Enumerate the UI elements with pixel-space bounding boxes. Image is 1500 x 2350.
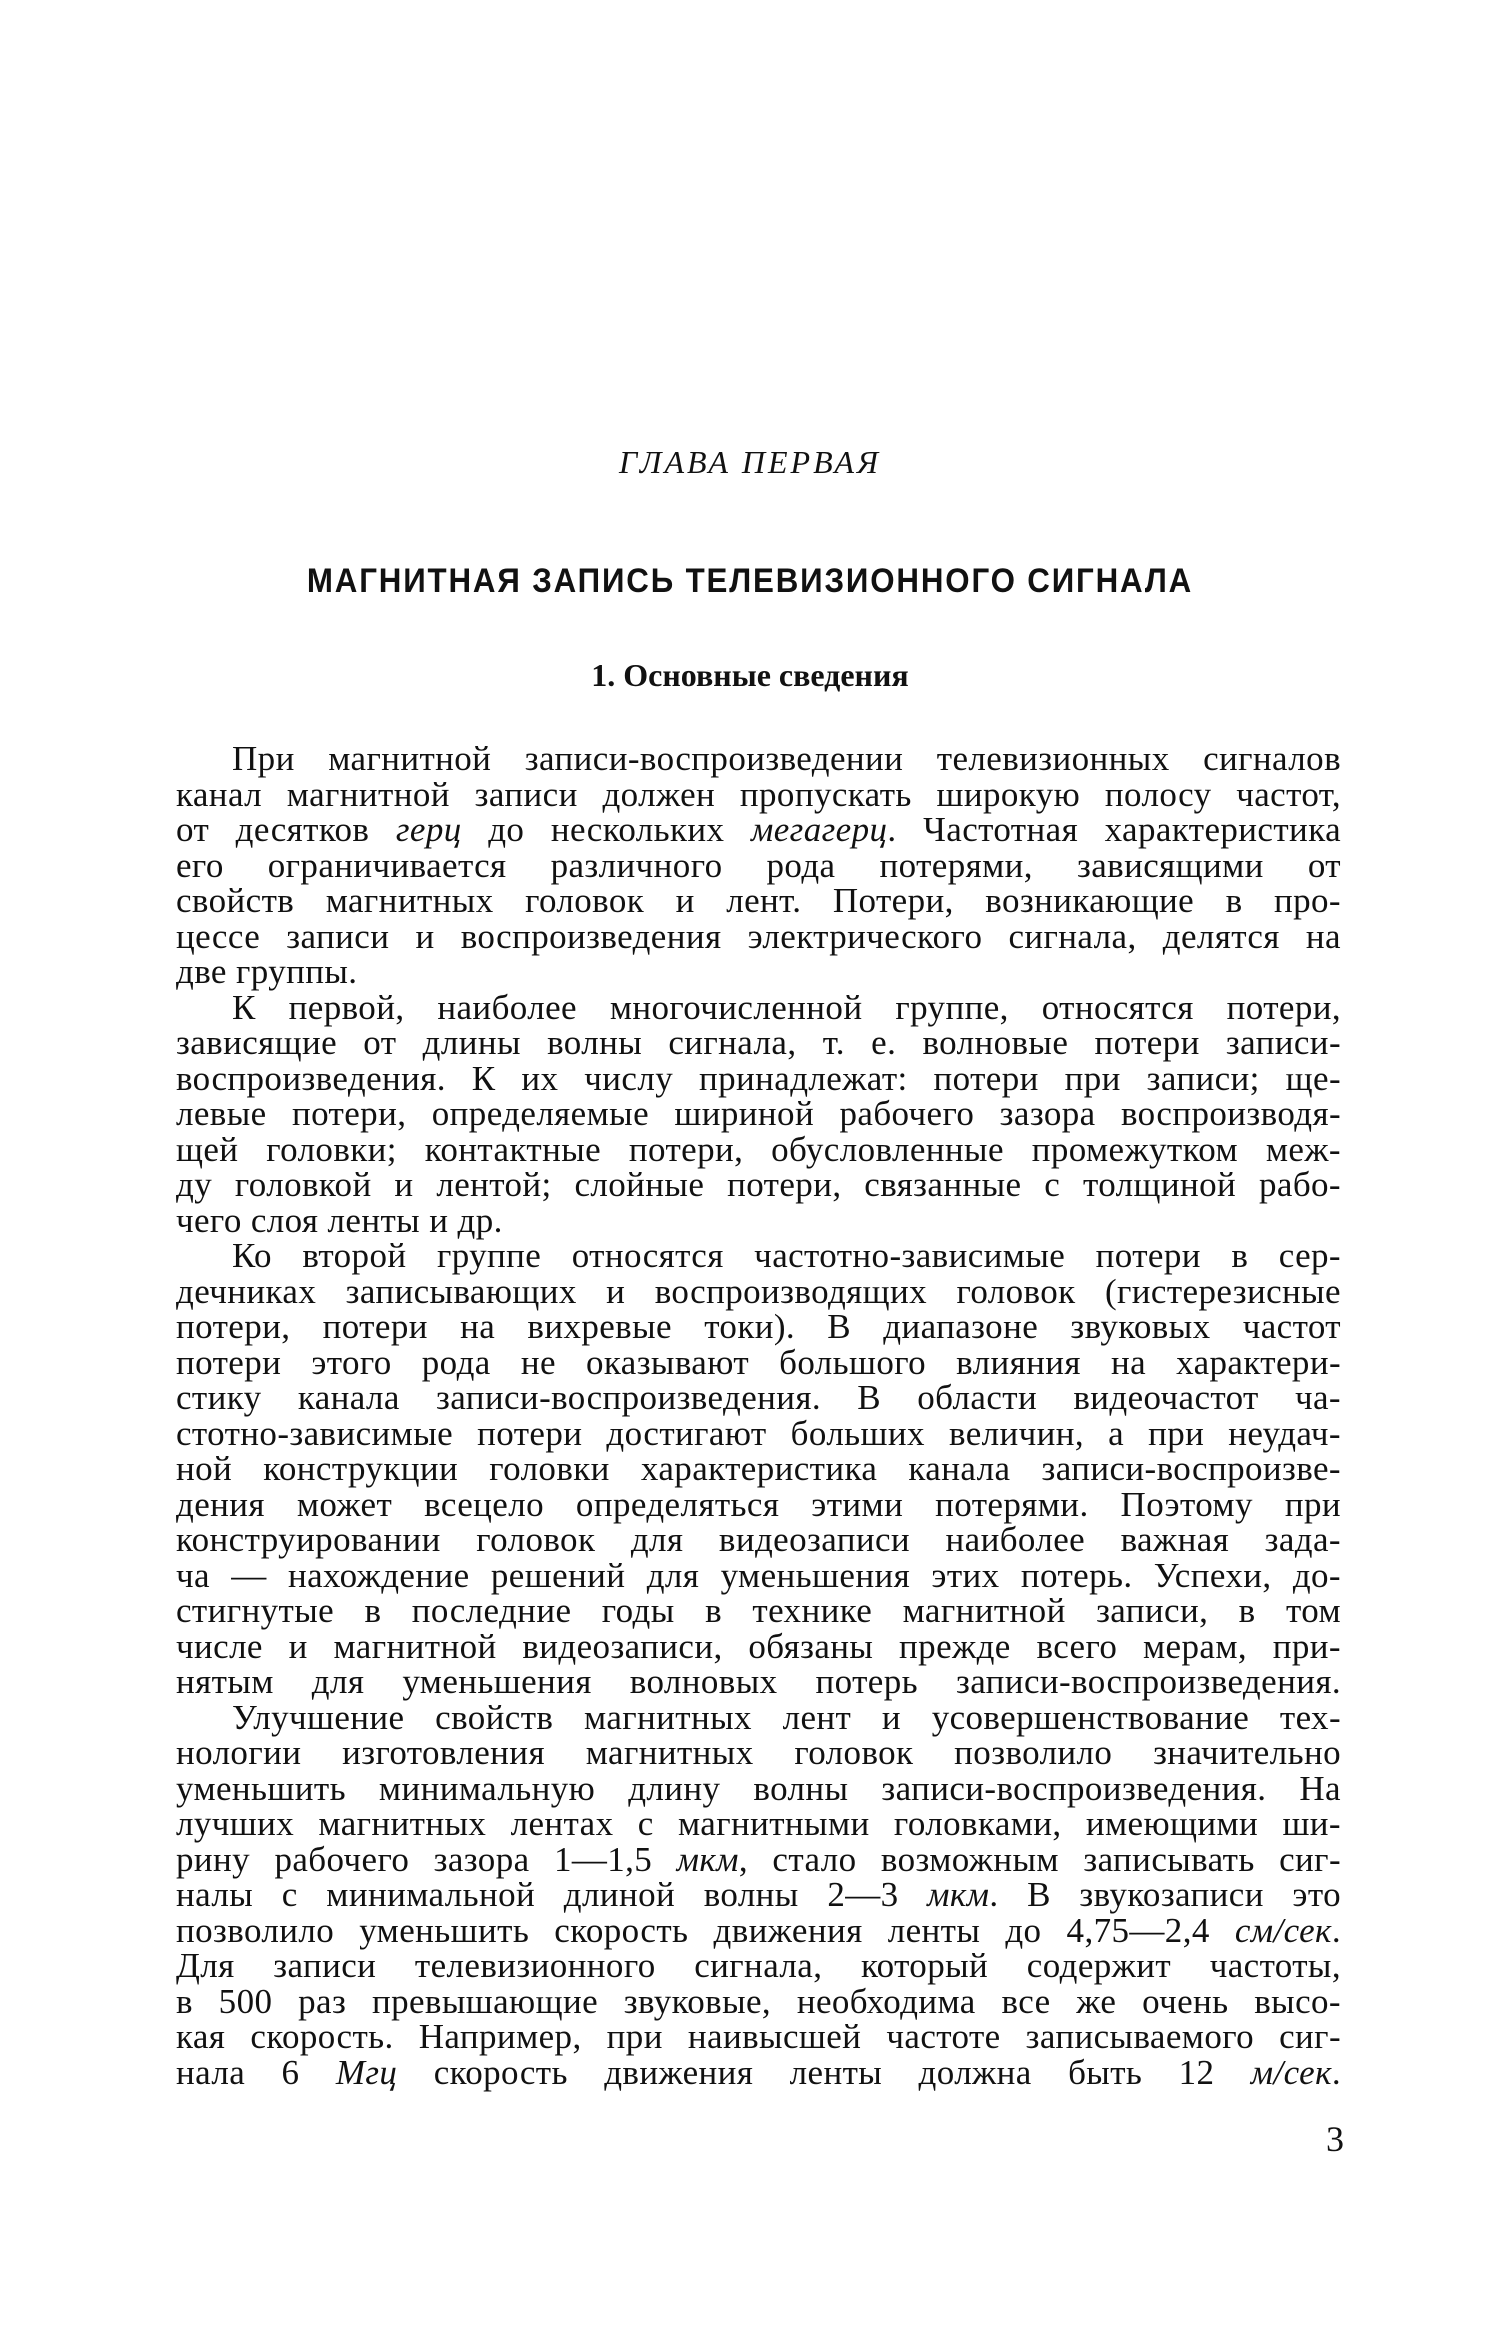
text-line xyxy=(176,1167,1341,1203)
text-line xyxy=(176,883,1341,919)
text-run: ча — нахождение решений для уменьшения этих потерь. Успехи, до- xyxy=(176,1555,1341,1595)
text-line xyxy=(176,1380,1341,1416)
text-run: дечниках записывающих и воспроизводящих головок (гистерезисные xyxy=(176,1271,1341,1311)
chapter-label: ГЛАВА ПЕРВАЯ xyxy=(619,444,881,480)
text-line xyxy=(176,1626,1341,1666)
page-number: 3 xyxy=(1326,2119,1344,2159)
text-line xyxy=(176,1697,1341,1737)
text-line xyxy=(176,1806,1341,1842)
text-line xyxy=(176,1025,1341,1061)
text-run: позволило уменьшить скорость движения ленты до 4,75—2,4 xyxy=(176,1910,1235,1950)
text-line xyxy=(176,1096,1341,1132)
text-run: ду головкой и лентой; слойные потери, связанные с толщиной рабо- xyxy=(176,1165,1341,1204)
text-run: уменьшить минимальную длину волны записи-воспроизведения. На xyxy=(176,1768,1341,1808)
text-line xyxy=(176,1981,1341,2021)
paragraph xyxy=(176,1238,1341,1700)
text-line xyxy=(176,916,1341,956)
text-run: ной конструкции головки характеристика канала записи-воспроизве- xyxy=(176,1449,1341,1488)
text-line xyxy=(176,1768,1341,1808)
text-line xyxy=(176,1129,1341,1169)
text-run: При магнитной записи-воспроизведении телевизионных сигналов xyxy=(232,739,1341,778)
text-line xyxy=(176,774,1341,814)
text-run: рину рабочего зазора 1—1,5 xyxy=(176,1839,677,1879)
text-run: воспроизведения. К их числу принадлежат: потери при записи; ще- xyxy=(176,1058,1341,1098)
text-run: скорость движения ленты должна быть 12 xyxy=(397,2052,1251,2092)
text-run: цессе записи и воспроизведения электрического сигнала, делятся на xyxy=(176,916,1341,956)
text-run: лучших магнитных лентах с магнитными головками, имеющими ши- xyxy=(176,1804,1341,1843)
text-run: . В звукозаписи это xyxy=(989,1875,1341,1914)
text-line xyxy=(176,1058,1341,1098)
text-run: канал магнитной записи должен пропускать широкую полосу частот, xyxy=(176,774,1341,814)
text-run: от десятков xyxy=(176,810,396,849)
text-line xyxy=(176,1342,1341,1382)
section-heading: 1. Основные сведения xyxy=(591,657,909,693)
text-run: числе и магнитной видеозаписи, обязаны прежде всего мерам, при- xyxy=(176,1626,1341,1666)
text-run: стигнутые в последние годы в технике магнитной записи, в том xyxy=(176,1591,1341,1630)
text-run: потери, потери на вихревые токи). В диапазоне звуковых частот xyxy=(176,1307,1341,1346)
text-run: дения может всецело определяться этими потерями. Поэтому при xyxy=(176,1484,1341,1524)
text-line xyxy=(176,845,1341,885)
italic-unit: мкм xyxy=(927,1875,990,1914)
text-run: конструировании головок для видеозаписи наиболее важная зада- xyxy=(176,1520,1341,1559)
text-line xyxy=(176,1484,1341,1524)
text-line xyxy=(176,1664,1341,1700)
text-line xyxy=(176,1271,1341,1311)
text-line xyxy=(176,812,1341,848)
text-line xyxy=(176,1309,1341,1345)
text-line xyxy=(176,1413,1341,1453)
italic-unit: мегагерц xyxy=(751,810,888,849)
text-line xyxy=(176,1735,1341,1771)
text-run: . xyxy=(1331,2052,1341,2092)
text-run: потери этого рода не оказывают большого влияния на характери- xyxy=(176,1342,1341,1382)
body-text xyxy=(176,741,1341,2090)
text-run: . Частотная характеристика xyxy=(887,810,1341,849)
text-line xyxy=(176,1238,1341,1274)
text-line xyxy=(176,1555,1341,1595)
text-run: его ограничивается различного рода потерями, зависящими от xyxy=(176,845,1341,885)
text-run: свойств магнитных головок и лент. Потери, возникающие в про- xyxy=(176,881,1341,920)
text-run: зависящие от длины волны сигнала, т. е. волновые потери записи- xyxy=(176,1023,1341,1062)
text-run: нятым для уменьшения волновых потерь записи-воспроизведения. xyxy=(176,1662,1341,1701)
text-run: нала 6 xyxy=(176,2052,336,2092)
text-line xyxy=(176,2019,1341,2055)
text-run: нологии изготовления магнитных головок позволило значительно xyxy=(176,1733,1341,1772)
italic-unit: см/сек xyxy=(1234,1910,1332,1950)
text-run: чего слоя ленты и др. xyxy=(176,1200,503,1240)
text-run: К первой, наиболее многочисленной группе, относятся потери, xyxy=(232,987,1341,1027)
text-run: . xyxy=(1331,1910,1341,1950)
italic-unit: м/сек xyxy=(1250,2052,1332,2092)
text-line xyxy=(176,1522,1341,1558)
paragraph xyxy=(176,1697,1341,2092)
text-run: Для записи телевизионного сигнала, который содержит частоты, xyxy=(176,1946,1341,1985)
italic-unit: мкм xyxy=(676,1839,739,1879)
text-run: две группы. xyxy=(176,952,358,991)
text-run: в 500 раз превышающие звуковые, необходима все же очень высо- xyxy=(176,1981,1341,2021)
italic-unit: Мгц xyxy=(335,2052,398,2092)
text-line xyxy=(176,1200,1341,1240)
text-line xyxy=(176,741,1341,777)
text-line xyxy=(176,1451,1341,1487)
text-line xyxy=(176,954,1341,990)
text-run: кая скорость. Например, при наивысшей частоте записываемого сиг- xyxy=(176,2017,1341,2056)
text-line xyxy=(176,1910,1341,1950)
text-run: стотно-зависимые потери достигают больших величин, а при неудач- xyxy=(176,1413,1341,1453)
paragraph xyxy=(176,987,1341,1240)
text-run: стику канала записи-воспроизведения. В области видеочастот ча- xyxy=(176,1378,1341,1417)
text-line xyxy=(176,2052,1341,2092)
text-line xyxy=(176,1948,1341,1984)
italic-unit: герц xyxy=(395,810,462,849)
text-line xyxy=(176,1593,1341,1629)
text-line xyxy=(176,987,1341,1027)
chapter-title: МАГНИТНАЯ ЗАПИСЬ ТЕЛЕВИЗИОННОГО СИГНАЛА xyxy=(306,562,1194,600)
text-run: до нескольких xyxy=(461,810,751,849)
paragraph xyxy=(176,741,1341,990)
text-run: Улучшение свойств магнитных лент и усовершенствование тех- xyxy=(232,1697,1341,1737)
text-run: налы с минимальной длиной волны 2—3 xyxy=(176,1875,928,1914)
text-run: , стало возможным записывать сиг- xyxy=(738,1839,1341,1879)
text-line xyxy=(176,1839,1341,1879)
text-line xyxy=(176,1877,1341,1913)
text-run: щей головки; контактные потери, обусловленные промежутком меж- xyxy=(176,1129,1341,1169)
text-run: левые потери, определяемые шириной рабочего зазора воспроизводя- xyxy=(176,1094,1341,1133)
text-run: Ко второй группе относятся частотно-зависимые потери в сер- xyxy=(232,1236,1341,1275)
